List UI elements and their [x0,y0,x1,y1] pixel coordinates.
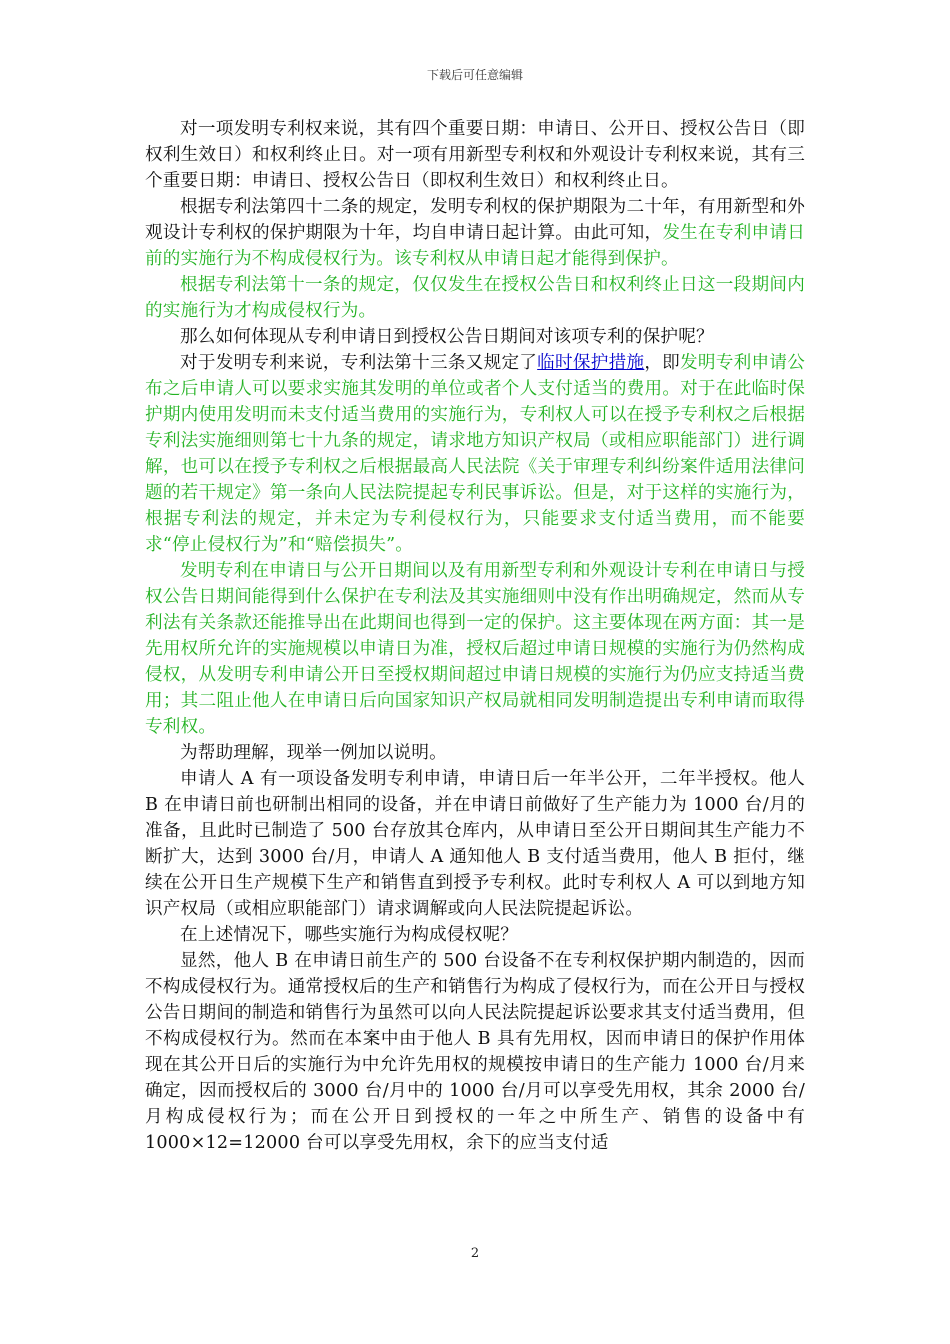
paragraph-text: 对于发明专利来说，专利法第十三条又规定了 [180,353,538,373]
paragraph-example-case: 申请人 A 有一项设备发明专利申请，申请日后一年半公开，二年半授权。他人 B 在申请日前也研制出相同的设备，并在申请日前做好了生产能力为 1000 台/月的准备，且此时已制造了 500 台存放其仓库内，从申请日至公开日期间其生产能力不断扩大，达到 3000 台/月，申请人 A 通知他人 B 支付适当费用，他人 B 拒付，继续在公开日生产规模下生产和销售直到授予专利权。此时专利权人 A 可以到地方知识产权局（或相应职能部门）请求调解或向人民法院提起诉讼。 [145,769,805,919]
paragraph-example-question: 在上述情况下，哪些实施行为构成侵权呢？ [180,925,519,945]
paragraph-protection-period [145,194,805,272]
paragraph-article-11: 根据专利法第十一条的规定，仅仅发生在授权公告日和权利终止日这一段期间内的实施行为才构成侵权行为。 [145,275,805,321]
paragraph-important-dates: 对一项发明专利权来说，其有四个重要日期：申请日、公开日、授权公告日（即权利生效日）和权利终止日。对一项有用新型专利权和外观设计专利权来说，其有三个重要日期：申请日、授权公告日（即权利生效日）和权利终止日。 [145,119,805,191]
highlighted-text: 发生在专利申请日前的实施行为不构成侵权行为。该专利权从申请日起才能得到保护。 [145,223,805,269]
page-header: 下载后可任意编辑 [426,68,523,82]
paragraph-example-intro: 为帮助理解，现举一例加以说明。 [180,743,447,763]
page-number: 2 [470,1246,480,1261]
paragraph-question: 那么如何体现从专利申请日到授权公告日期间对该项专利的保护呢？ [180,327,714,347]
paragraph-interim-protection: 发明专利在申请日与公开日期间以及有用新型专利和外观设计专利在申请日与授权公告日期间能得到什么保护在专利法及其实施细则中没有作出明确规定，然而从专利法有关条款还能推导出在此期间也得到一定的保护。这主要体现在两方面：其一是先用权所允许的实施规模以申请日为准，授权后超过申请日规模的实施行为仍然构成侵权，从发明专利申请公开日至授权期间超过申请日规模的实施行为仍应支持适当费用；其二阻止他人在申请日后向国家知识产权局就相同发明制造提出专利申请而取得专利权。 [145,561,805,737]
highlighted-text: 发明专利申请公布之后申请人可以要求实施其发明的单位或者个人支付适当的费用。对于在此临时保护期内使用发明而未支付适当费用的实施行为，专利权人可以在授予专利权之后根据专利法实施细则第七十九条的规定，请求地方知识产权局（或相应职能部门）进行调解，也可以在授予专利权之后根据最高人民法院《关于审理专利纠纷案件适用法律问题的若干规定》第一条向人民法院提起专利民事诉讼。但是，对于这样的实施行为，根据专利法的规定，并未定为专利侵权行为，只能要求支付适当费用，而不能要求“停止侵权行为”和“赔偿损失”。 [145,353,805,555]
temporary-protection-link[interactable]: 临时保护措施 [537,353,645,373]
paragraph-example-analysis: 显然，他人 B 在申请日前生产的 500 台设备不在专利权保护期内制造的，因而不构成侵权行为。通常授权后的生产和销售行为构成了侵权行为，而在公开日与授权公告日期间的制造和销售行为虽然可以向人民法院提起诉讼要求其支付适当费用，但不构成侵权行为。然而在本案中由于他人 B 具有先用权，因而申请日的保护作用体现在其公开日后的实施行为中允许先用权的规模按申请日的生产能力 1000 台/月来确定，因而授权后的 3000 台/月中的 1000 台/月可以享受先用权，其余 2000 台/月构成侵权行为；而在公开日到授权的一年之中所生产、销售的设备中有 1000×12=12000 台可以享受先用权，余下的应当支付适 [145,951,805,1153]
document-body [145,116,805,1156]
paragraph-text: 根据专利法第四十二条的规定，发明专利权的保护期限为二十年，有用新型和外观设计专利权的保护期限为十年，均自申请日起计算。由此可知， [145,197,805,243]
paragraph-temporary-protection [145,350,805,558]
paragraph-text: ，即 [644,353,681,373]
